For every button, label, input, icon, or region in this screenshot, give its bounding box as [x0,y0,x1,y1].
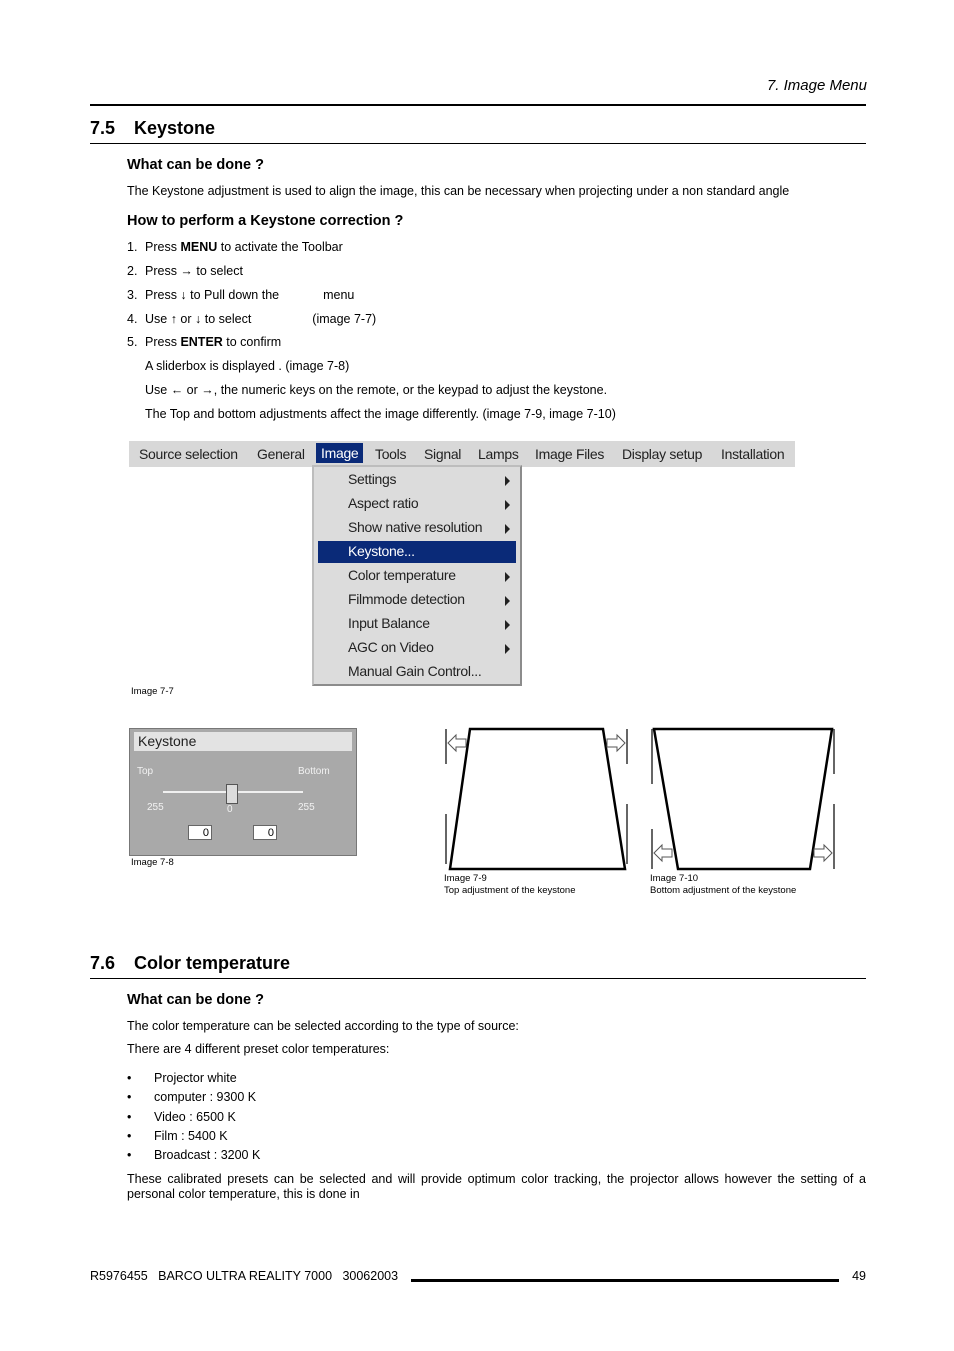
menu-signal[interactable]: Signal [424,446,462,462]
list-item: • computer : 9300 K [127,1090,257,1104]
step-2: 2. Press → to select [127,264,243,278]
bottom-value-field[interactable]: 0 [253,825,277,840]
section-heading-keystone [90,118,215,139]
caption-image-7-8: Image 7-8 [131,857,174,868]
color-text-1: The color temperature can be selected according to the type of source: [127,1019,519,1033]
page-number: 49 [852,1269,866,1283]
arrow-left-icon [448,735,466,751]
trapezoid-shape [654,729,832,869]
dropdown-item-settings[interactable]: Settings [318,469,516,491]
step-3: 3. Press ↓ to Pull down the menu [127,288,355,302]
sliderbox-title: Keystone [134,732,352,751]
menu-bar [129,441,795,467]
menu-lamps[interactable]: Lamps [478,446,519,462]
arrow-left-icon [654,845,672,861]
keystone-bottom-diagram [646,724,842,874]
keystone-top-diagram [440,724,636,874]
menu-general[interactable]: General [257,446,305,462]
slider-bottom-label: Bottom [298,766,330,777]
section-rule [90,143,866,144]
submenu-arrow-icon [505,644,510,654]
footer-rule [411,1279,839,1282]
dropdown-item-agc-video[interactable]: AGC on Video [318,637,516,659]
submenu-arrow-icon [505,524,510,534]
submenu-arrow-icon [505,476,510,486]
color-closing-text: These calibrated presets can be selected and will provide optimum color tracking, the projector allows however the setting of a personal color temperature, this is done in [127,1172,866,1201]
subheading-what: What can be done ? [127,157,264,173]
dropdown-item-native-resolution[interactable]: Show native resolution [318,517,516,539]
menu-installation[interactable]: Installation [721,446,785,462]
image-dropdown [312,465,522,686]
submenu-arrow-icon [505,500,510,510]
slider-max-value: 255 [298,802,315,813]
menu-source-selection[interactable]: Source selection [139,446,238,462]
step-4: 4. Use ↑ or ↓ to select (image 7-7) [127,312,377,326]
note-sliderbox: A sliderbox is displayed . (image 7-8) [145,359,350,373]
caption-image-7-7: Image 7-7 [131,686,174,697]
trapezoid-shape [450,729,625,869]
menu-image-files[interactable]: Image Files [535,446,605,462]
dropdown-item-aspect-ratio[interactable]: Aspect ratio [318,493,516,515]
list-item: • Video : 6500 K [127,1110,236,1124]
list-item: • Projector white [127,1071,237,1085]
slider-center-value: 0 [227,804,233,815]
section-rule [90,978,866,979]
menu-image[interactable]: Image [316,443,363,463]
list-item: • Film : 5400 K [127,1129,228,1143]
dropdown-item-input-balance[interactable]: Input Balance [318,613,516,635]
section-title: Color temperature [134,953,291,973]
chapter-header: 7. Image Menu [766,77,867,94]
section-number: 7.5 [90,118,116,138]
subheading-what-color: What can be done ? [127,992,264,1008]
slider-thumb[interactable] [226,784,238,804]
subheading-how: How to perform a Keystone correction ? [127,213,404,229]
dropdown-item-filmmode[interactable]: Filmmode detection [318,589,516,611]
section-number: 7.6 [90,953,116,973]
slider-top-label: Top [137,766,154,777]
keystone-description: The Keystone adjustment is used to align the image, this can be necessary when projecting under a non standard angle [127,184,790,198]
color-text-2: There are 4 different preset color temperatures: [127,1042,390,1056]
slider-min-value: 255 [147,802,164,813]
dropdown-item-manual-gain[interactable]: Manual Gain Control... [348,663,482,679]
arrow-right-icon [814,845,832,861]
menu-display-setup[interactable]: Display setup [622,446,703,462]
step-5: 5. Press ENTER to confirm [127,335,282,349]
section-title: Keystone [134,118,216,138]
footer-doc-info: R5976455 BARCO ULTRA REALITY 7000 30062003 [90,1269,399,1283]
note-top-bottom: The Top and bottom adjustments affect the image differently. (image 7-9, image 7-10) [145,407,616,421]
menu-tools[interactable]: Tools [375,446,407,462]
caption-image-7-10: Image 7-10 Bottom adjustment of the keystone [650,873,797,896]
top-value-field[interactable]: 0 [188,825,212,840]
section-heading-color-temperature [90,953,290,974]
submenu-arrow-icon [505,596,510,606]
header-rule [90,104,866,106]
step-1: 1. Press MENU to activate the Toolbar [127,240,343,254]
caption-image-7-9: Image 7-9 Top adjustment of the keystone [444,873,576,896]
dropdown-item-keystone[interactable]: Keystone... [318,541,516,563]
keystone-sliderbox [129,728,357,856]
submenu-arrow-icon [505,572,510,582]
arrow-right-icon [607,735,625,751]
submenu-arrow-icon [505,620,510,630]
list-item: • Broadcast : 3200 K [127,1148,261,1162]
dropdown-item-color-temperature[interactable]: Color temperature [318,565,516,587]
note-adjust: Use ← or →, the numeric keys on the remote, or the keypad to adjust the keystone. [145,383,608,397]
